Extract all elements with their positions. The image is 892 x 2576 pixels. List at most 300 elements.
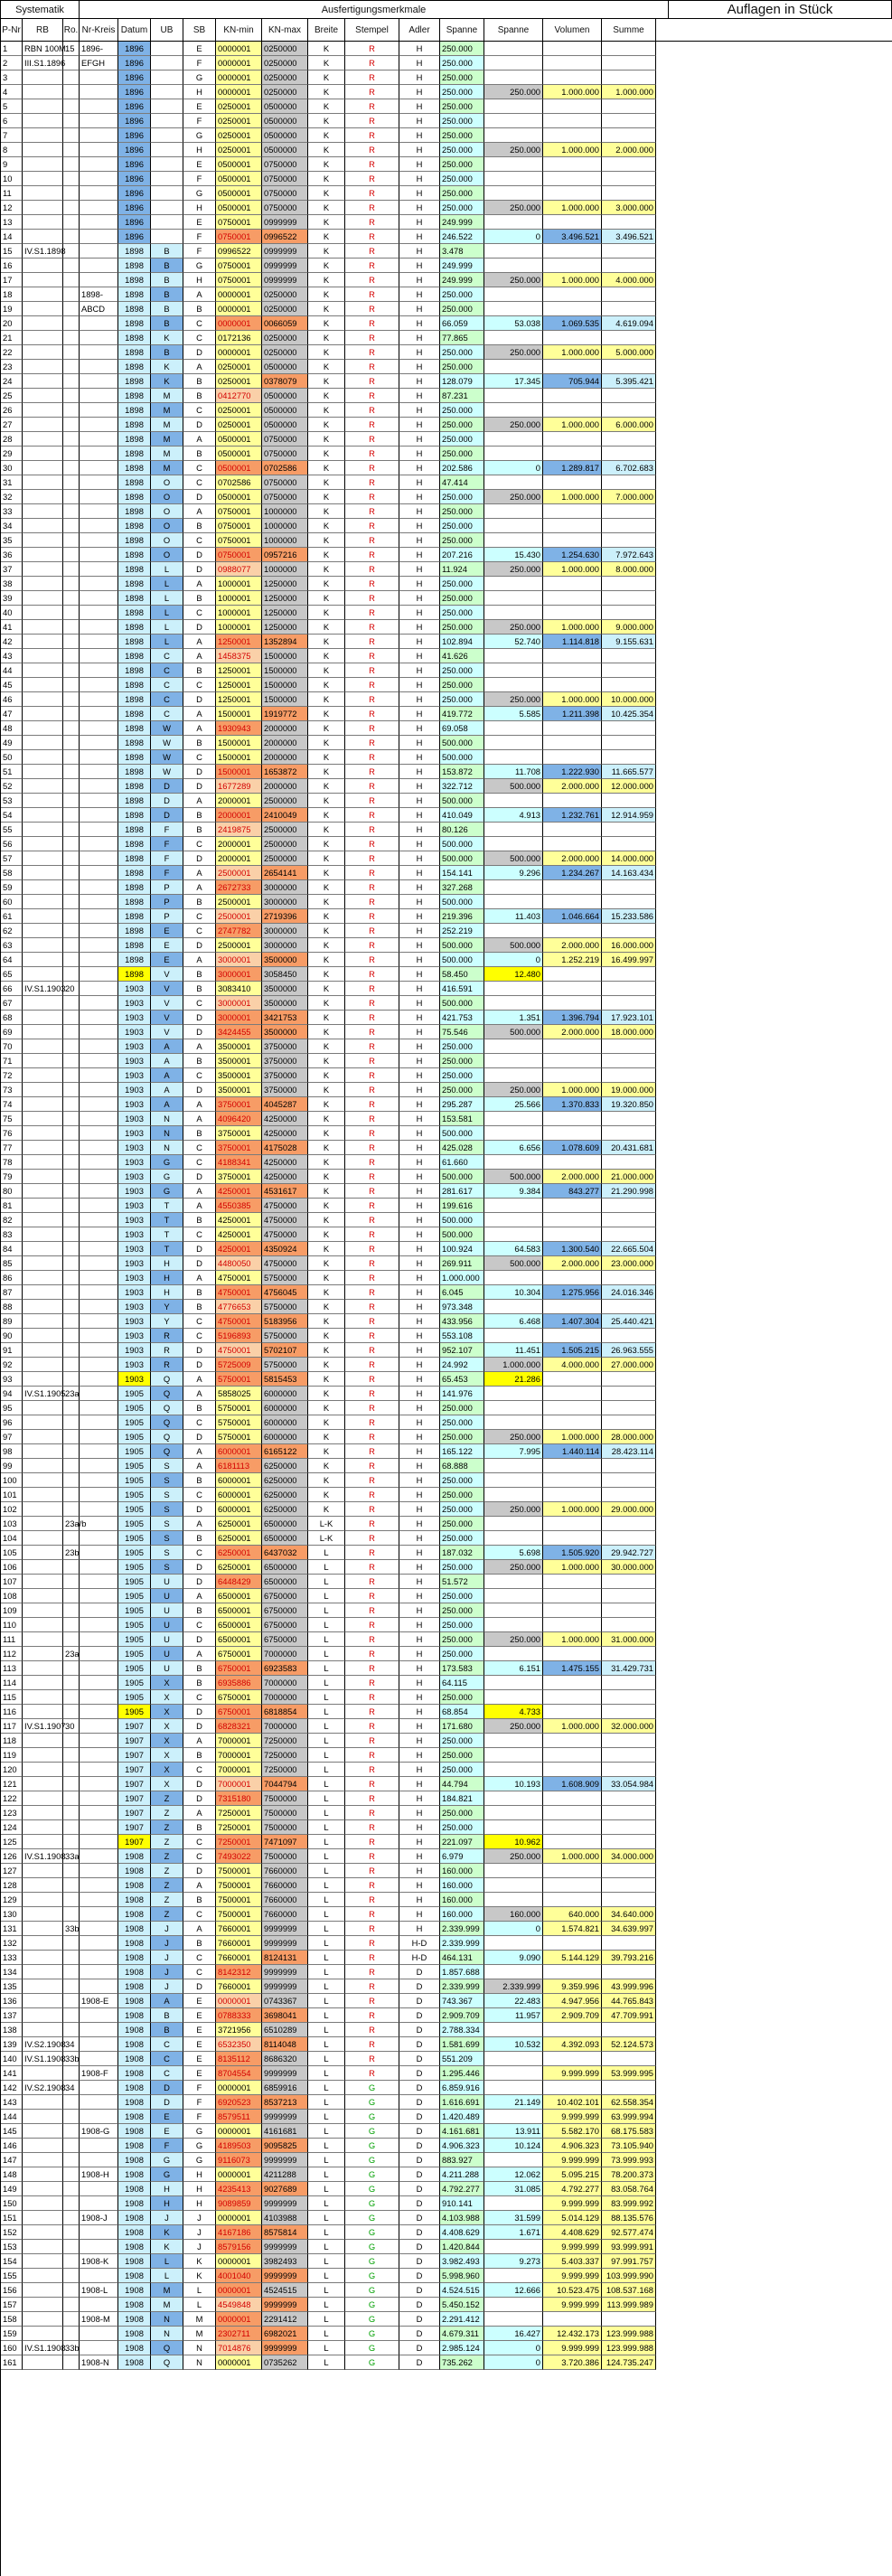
cell-kn-max: 0750000 (262, 157, 308, 172)
cell-breite: L (308, 2110, 345, 2124)
cell-ub: L (151, 591, 183, 606)
cell-volumen (543, 1936, 602, 1951)
cell-rb (23, 1936, 63, 1951)
cell-nr-kreis (80, 1314, 118, 1329)
cell-spanne-b (484, 750, 543, 765)
cell-kn-max: 1000000 (262, 504, 308, 519)
table-row (1, 345, 892, 360)
cell-kn-max: 0750000 (262, 490, 308, 504)
cell-adler: H (399, 1300, 440, 1314)
cell-ro (63, 1444, 80, 1459)
cell-kn-max: 4750000 (262, 1227, 308, 1242)
cell-kn-min: 2000001 (216, 837, 262, 851)
cell-kn-min: 6935886 (216, 1676, 262, 1690)
cell-ub: X (151, 1676, 183, 1690)
cell-nr-kreis (80, 967, 118, 982)
cell-datum: 1898 (118, 880, 151, 895)
cell-spanne-b (484, 259, 543, 273)
cell-breite: K (308, 1401, 345, 1415)
cell-sb: A (183, 649, 216, 663)
cell-breite: L (308, 2196, 345, 2211)
cell-breite: K (308, 736, 345, 750)
cell-breite: L-K (308, 1517, 345, 1531)
cell-sb: C (183, 1314, 216, 1329)
cell-adler: H-D (399, 1951, 440, 1965)
cell-datum: 1905 (118, 1387, 151, 1401)
column-header-pnr: P-Nr (1, 19, 23, 41)
cell-breite: K (308, 143, 345, 157)
cell-stempel: R (345, 1907, 399, 1922)
table-row (1, 2052, 892, 2066)
cell-summe (602, 1488, 656, 1502)
cell-adler: H (399, 866, 440, 880)
cell-volumen (543, 215, 602, 230)
cell-datum: 1903 (118, 1271, 151, 1285)
cell-spanne: 250.000 (440, 1820, 484, 1835)
cell-sb: B (183, 663, 216, 678)
cell-kn-min: 1000001 (216, 591, 262, 606)
cell-ub: U (151, 1589, 183, 1603)
cell-spanne-b (484, 1039, 543, 1054)
cell-ub: Q (151, 1415, 183, 1430)
cell-adler: H (399, 1097, 440, 1112)
cell-datum: 1898 (118, 273, 151, 287)
cell-datum: 1896 (118, 201, 151, 215)
cell-ub: B (151, 345, 183, 360)
cell-spanne-b (484, 736, 543, 750)
cell-breite: L (308, 2283, 345, 2298)
cell-summe (602, 967, 656, 982)
cell-kn-max: 9999999 (262, 2269, 308, 2283)
cell-ub: K (151, 374, 183, 389)
cell-kn-max: 6750000 (262, 1589, 308, 1603)
cell-summe: 4.619.094 (602, 316, 656, 331)
cell-breite: K (308, 360, 345, 374)
cell-kn-min: 5858025 (216, 1387, 262, 1401)
cell-datum: 1903 (118, 996, 151, 1011)
cell-kn-max: 0750000 (262, 172, 308, 186)
cell-stempel: R (345, 1531, 399, 1546)
cell-rb (23, 1372, 63, 1387)
cell-nr-kreis (80, 1676, 118, 1690)
cell-spanne-b (484, 2110, 543, 2124)
cell-volumen (543, 1603, 602, 1618)
cell-spanne-b: 250.000 (484, 562, 543, 577)
cell-summe: 34.639.997 (602, 1922, 656, 1936)
table-row (1, 750, 892, 765)
cell-kn-min: 5750001 (216, 1430, 262, 1444)
cell-summe (602, 504, 656, 519)
cell-spanne-b (484, 172, 543, 186)
cell-kn-max: 3000000 (262, 880, 308, 895)
cell-pnr: 71 (1, 1054, 23, 1068)
cell-volumen (543, 1387, 602, 1401)
cell-kn-min: 5725009 (216, 1358, 262, 1372)
cell-kn-min: 3500001 (216, 1068, 262, 1083)
cell-nr-kreis (80, 1459, 118, 1473)
cell-adler: H (399, 316, 440, 331)
cell-nr-kreis (80, 331, 118, 345)
cell-sb: A (183, 1444, 216, 1459)
cell-stempel: R (345, 1763, 399, 1777)
cell-adler: D (399, 1979, 440, 1994)
cell-pnr: 151 (1, 2211, 23, 2225)
cell-volumen (543, 1126, 602, 1141)
cell-breite: L (308, 1661, 345, 1676)
cell-spanne-b: 0 (484, 230, 543, 244)
cell-sb: A (183, 880, 216, 895)
cell-breite: L (308, 1575, 345, 1589)
cell-summe: 15.233.586 (602, 909, 656, 924)
cell-sb: B (183, 895, 216, 909)
cell-stempel: R (345, 230, 399, 244)
cell-ub: N (151, 2327, 183, 2341)
cell-adler: H (399, 924, 440, 938)
cell-ub: C (151, 692, 183, 707)
cell-adler: H (399, 1473, 440, 1488)
cell-kn-min: 8579511 (216, 2110, 262, 2124)
cell-ub: R (151, 1343, 183, 1358)
table-row (1, 663, 892, 678)
cell-spanne: 250.000 (440, 1618, 484, 1632)
cell-spanne: 250.000 (440, 71, 484, 85)
cell-kn-max: 0750000 (262, 475, 308, 490)
table-row (1, 1068, 892, 1083)
cell-rb (23, 1603, 63, 1618)
cell-kn-min: 8142312 (216, 1965, 262, 1979)
cell-kn-min: 0750001 (216, 533, 262, 548)
cell-ub: W (151, 736, 183, 750)
cell-spanne: 250.000 (440, 663, 484, 678)
cell-kn-max: 8686320 (262, 2052, 308, 2066)
cell-summe: 62.558.354 (602, 2095, 656, 2110)
cell-sb: N (183, 2341, 216, 2355)
cell-breite: K (308, 215, 345, 230)
cell-kn-max: 0250000 (262, 85, 308, 99)
cell-sb: B (183, 1401, 216, 1415)
cell-kn-min: 1500001 (216, 736, 262, 750)
cell-rb (23, 880, 63, 895)
cell-kn-max: 7471097 (262, 1835, 308, 1849)
cell-volumen (543, 1517, 602, 1531)
cell-datum: 1896 (118, 157, 151, 172)
cell-kn-min: 8579156 (216, 2240, 262, 2254)
cell-volumen: 9.999.999 (543, 2341, 602, 2355)
cell-ub: V (151, 982, 183, 996)
cell-stempel: R (345, 1864, 399, 1878)
cell-summe (602, 577, 656, 591)
cell-nr-kreis (80, 1734, 118, 1748)
cell-breite: K (308, 982, 345, 996)
cell-volumen: 1.300.540 (543, 1242, 602, 1256)
cell-stempel: R (345, 909, 399, 924)
cell-stempel: R (345, 490, 399, 504)
cell-ro (63, 1213, 80, 1227)
cell-spanne-b: 13.911 (484, 2124, 543, 2139)
cell-nr-kreis (80, 1401, 118, 1415)
cell-kn-max: 2410049 (262, 808, 308, 823)
cell-nr-kreis (80, 1155, 118, 1170)
cell-summe (602, 1575, 656, 1589)
cell-sb: C (183, 403, 216, 418)
cell-stempel: R (345, 1661, 399, 1676)
cell-sb: C (183, 1155, 216, 1170)
cell-volumen (543, 259, 602, 273)
cell-rb (23, 967, 63, 982)
cell-spanne: 553.108 (440, 1329, 484, 1343)
cell-adler: H (399, 230, 440, 244)
cell-sb: B (183, 982, 216, 996)
cell-spanne-b (484, 823, 543, 837)
cell-kn-max: 1500000 (262, 678, 308, 692)
cell-stempel: R (345, 1632, 399, 1647)
cell-rb (23, 114, 63, 128)
cell-adler: H (399, 1632, 440, 1647)
cell-spanne: 250.000 (440, 1054, 484, 1068)
cell-datum: 1908 (118, 1864, 151, 1878)
table-row (1, 186, 892, 201)
cell-sb: C (183, 1415, 216, 1430)
cell-kn-min: 4001040 (216, 2269, 262, 2283)
cell-ro (63, 2283, 80, 2298)
table-row (1, 1343, 892, 1358)
cell-pnr: 27 (1, 418, 23, 432)
cell-adler: H (399, 548, 440, 562)
cell-kn-min: 6000001 (216, 1488, 262, 1502)
cell-breite: K (308, 620, 345, 635)
cell-rb (23, 2211, 63, 2225)
cell-ub: X (151, 1763, 183, 1777)
cell-volumen (543, 403, 602, 418)
table-row (1, 2355, 892, 2370)
cell-spanne: 250.000 (440, 1763, 484, 1777)
cell-adler: H (399, 1401, 440, 1415)
cell-spanne-b (484, 432, 543, 447)
cell-sb: E (183, 42, 216, 56)
cell-kn-min: 6750001 (216, 1647, 262, 1661)
cell-ub: U (151, 1632, 183, 1647)
cell-nr-kreis (80, 1835, 118, 1849)
cell-pnr: 66 (1, 982, 23, 996)
cell-datum: 1898 (118, 736, 151, 750)
cell-rb (23, 1401, 63, 1415)
cell-pnr: 76 (1, 1126, 23, 1141)
cell-kn-max: 1250000 (262, 620, 308, 635)
group-header-systematik: Systematik (1, 1, 80, 18)
cell-datum: 1908 (118, 2052, 151, 2066)
cell-kn-max: 0500000 (262, 99, 308, 114)
cell-rb (23, 2298, 63, 2312)
cell-spanne: 250.000 (440, 533, 484, 548)
cell-kn-max: 3750000 (262, 1054, 308, 1068)
cell-breite: K (308, 606, 345, 620)
cell-stempel: R (345, 418, 399, 432)
cell-breite: K (308, 1011, 345, 1025)
cell-spanne-b (484, 924, 543, 938)
cell-datum: 1908 (118, 1965, 151, 1979)
cell-adler: D (399, 2196, 440, 2211)
cell-spanne-b: 500.000 (484, 1256, 543, 1271)
cell-stempel: R (345, 591, 399, 606)
cell-summe: 92.577.474 (602, 2225, 656, 2240)
cell-stempel: R (345, 794, 399, 808)
cell-volumen: 4.792.277 (543, 2182, 602, 2196)
cell-adler: H (399, 1531, 440, 1546)
cell-sb: A (183, 1097, 216, 1112)
cell-volumen: 4.947.956 (543, 1994, 602, 2008)
cell-sb: D (183, 1979, 216, 1994)
cell-breite: K (308, 447, 345, 461)
cell-spanne: 184.821 (440, 1791, 484, 1806)
cell-ub: C (151, 2037, 183, 2052)
cell-stempel: R (345, 56, 399, 71)
cell-kn-max: 6500000 (262, 1575, 308, 1589)
cell-ro (63, 403, 80, 418)
cell-nr-kreis (80, 1690, 118, 1705)
cell-sb: C (183, 1488, 216, 1502)
cell-adler: H (399, 1256, 440, 1271)
cell-adler: H (399, 1575, 440, 1589)
cell-sb: B (183, 1054, 216, 1068)
cell-sb: B (183, 823, 216, 837)
cell-kn-max: 0750000 (262, 447, 308, 461)
cell-kn-max: 5815453 (262, 1372, 308, 1387)
table-row (1, 1835, 892, 1849)
cell-summe: 7.972.643 (602, 548, 656, 562)
cell-datum: 1903 (118, 1227, 151, 1242)
cell-spanne-b (484, 1387, 543, 1401)
cell-kn-min: 0750001 (216, 230, 262, 244)
cell-pnr: 136 (1, 1994, 23, 2008)
cell-sb: A (183, 1922, 216, 1936)
cell-rb (23, 866, 63, 880)
cell-ub: M (151, 2283, 183, 2298)
cell-spanne-b: 6.656 (484, 1141, 543, 1155)
cell-spanne: 500.000 (440, 1126, 484, 1141)
cell-kn-max: 6923583 (262, 1661, 308, 1676)
cell-datum: 1903 (118, 1372, 151, 1387)
cell-pnr: 155 (1, 2269, 23, 2283)
table-row (1, 1705, 892, 1719)
cell-stempel: R (345, 1025, 399, 1039)
cell-kn-min: 9116073 (216, 2153, 262, 2167)
cell-volumen: 1.000.000 (543, 1430, 602, 1444)
cell-kn-min: 6532350 (216, 2037, 262, 2052)
cell-summe: 83.999.992 (602, 2196, 656, 2211)
cell-spanne: 1.420.844 (440, 2240, 484, 2254)
cell-ro (63, 880, 80, 895)
cell-rb (23, 1343, 63, 1358)
cell-sb: G (183, 2139, 216, 2153)
cell-spanne-b: 5.698 (484, 1546, 543, 1560)
cell-pnr: 33 (1, 504, 23, 519)
cell-breite: K (308, 389, 345, 403)
cell-breite: K (308, 591, 345, 606)
table-row (1, 85, 892, 99)
cell-summe (602, 432, 656, 447)
cell-adler: D (399, 2023, 440, 2037)
cell-sb: B (183, 1473, 216, 1488)
cell-pnr: 81 (1, 1199, 23, 1213)
cell-rb (23, 635, 63, 649)
cell-ub: L (151, 2269, 183, 2283)
cell-ro (63, 302, 80, 316)
cell-nr-kreis (80, 360, 118, 374)
cell-breite: K (308, 866, 345, 880)
cell-ub: A (151, 1068, 183, 1083)
cell-ro (63, 1763, 80, 1777)
cell-spanne-b (484, 996, 543, 1011)
cell-ub: C (151, 649, 183, 663)
cell-stempel: R (345, 99, 399, 114)
cell-breite: K (308, 461, 345, 475)
column-header-rb: RB (23, 19, 63, 41)
cell-rb (23, 504, 63, 519)
cell-spanne-b (484, 114, 543, 128)
cell-spanne-b: 10.532 (484, 2037, 543, 2052)
cell-spanne: 735.262 (440, 2355, 484, 2370)
cell-kn-min: 7660001 (216, 1951, 262, 1965)
cell-sb: C (183, 837, 216, 851)
cell-sb: L (183, 2298, 216, 2312)
cell-kn-min: 0702586 (216, 475, 262, 490)
cell-pnr: 157 (1, 2298, 23, 2312)
cell-sb: G (183, 128, 216, 143)
cell-rb (23, 316, 63, 331)
cell-breite: K (308, 374, 345, 389)
cell-spanne-b (484, 244, 543, 259)
cell-kn-min: 6500001 (216, 1632, 262, 1647)
cell-volumen: 2.000.000 (543, 851, 602, 866)
cell-adler: H (399, 663, 440, 678)
cell-spanne-b (484, 447, 543, 461)
cell-rb (23, 938, 63, 953)
cell-datum: 1903 (118, 1141, 151, 1155)
cell-rb (23, 71, 63, 85)
cell-ro (63, 1618, 80, 1632)
cell-kn-min: 2672733 (216, 880, 262, 895)
cell-spanne-b (484, 1199, 543, 1213)
cell-spanne: 500.000 (440, 736, 484, 750)
cell-rb (23, 750, 63, 765)
cell-stempel: R (345, 1271, 399, 1285)
cell-kn-min: 4250001 (216, 1227, 262, 1242)
cell-rb (23, 794, 63, 808)
cell-stempel: R (345, 1112, 399, 1126)
cell-sb: C (183, 1907, 216, 1922)
cell-pnr: 57 (1, 851, 23, 866)
cell-rb (23, 186, 63, 201)
cell-summe (602, 1748, 656, 1763)
cell-kn-max: 0250000 (262, 71, 308, 85)
cell-volumen (543, 1459, 602, 1473)
cell-datum: 1905 (118, 1415, 151, 1430)
cell-sb: C (183, 1690, 216, 1705)
cell-spanne-b: 250.000 (484, 143, 543, 157)
cell-spanne-b (484, 2240, 543, 2254)
cell-summe (602, 1227, 656, 1242)
cell-spanne-b (484, 1213, 543, 1227)
cell-kn-max: 9999999 (262, 2341, 308, 2355)
cell-kn-max: 7044794 (262, 1777, 308, 1791)
cell-adler: H (399, 1126, 440, 1141)
cell-adler: H (399, 519, 440, 533)
cell-breite: L (308, 2153, 345, 2167)
cell-ub: L (151, 2254, 183, 2269)
cell-spanne: 500.000 (440, 1227, 484, 1242)
cell-breite: K (308, 1285, 345, 1300)
cell-ub: F (151, 866, 183, 880)
